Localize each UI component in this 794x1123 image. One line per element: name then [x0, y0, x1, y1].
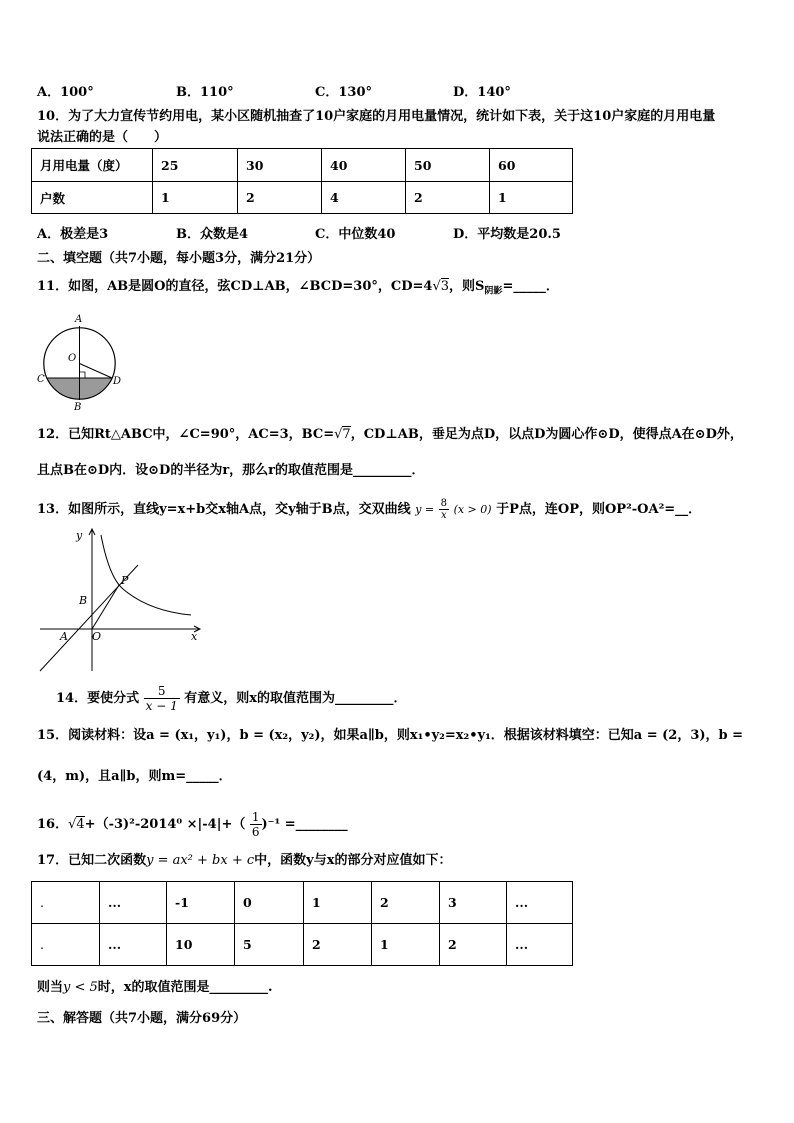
- q13-text-post: 于P点，连OP，则OP²-OA²=__．: [496, 502, 702, 517]
- segment-od: [80, 364, 113, 379]
- q17-answer-cond: y < 5: [63, 980, 98, 995]
- q11-text-pre: 11．如图，AB是圆O的直径，弦CD⊥AB，∠BCD=30°，CD=4: [37, 279, 433, 294]
- q17-cell: 5: [235, 924, 304, 966]
- q10-table: [31, 148, 573, 214]
- q17-cell: ...: [507, 924, 573, 966]
- q16-text-mid: +（-3)²-2014⁰ ×|-4|+（: [84, 817, 246, 832]
- q16-frac-num: 1: [251, 810, 260, 824]
- q10-stem-line2: 说法正确的是（ ）: [37, 130, 168, 145]
- q12-radicand: 7: [342, 427, 351, 442]
- q10-cell: 户数: [32, 182, 153, 214]
- q13-graph-figure: [37, 525, 203, 673]
- label-b: B: [74, 402, 82, 411]
- label-o: O: [68, 353, 77, 364]
- q10-cell: 月用电量（度）: [32, 149, 153, 182]
- q11-text-mid: ，则S: [449, 279, 485, 294]
- q12-text-pre: 12．已知Rt△ABC中，∠C=90°，AC=3，BC=: [37, 427, 335, 442]
- q17-cell: 2: [372, 882, 440, 924]
- label-x: x: [191, 630, 198, 643]
- q17-cell: 10: [167, 924, 235, 966]
- q11-text-post: =_____．: [502, 279, 559, 294]
- q10-option-d: D．平均数是20.5: [453, 227, 561, 242]
- q10-cell: 25: [153, 149, 238, 182]
- q17-table-row-y: [32, 924, 573, 966]
- q16-fraction: [250, 810, 262, 839]
- q16-stem: 16．√4+（-3)²-2014⁰ ×|-4|+（ $\frac{1}{6}$ )⁻¹ =________: [37, 810, 348, 839]
- hyperbola-curve: [101, 535, 191, 615]
- q10-cell: 50: [406, 149, 490, 182]
- q17-cell: 2: [304, 924, 372, 966]
- q14-frac-den: x − 1: [145, 699, 178, 713]
- label-b: B: [79, 594, 88, 607]
- q14-fraction: [144, 684, 180, 713]
- q17-cell: ...: [100, 882, 167, 924]
- q17-answer-pre: 则当: [37, 980, 64, 995]
- q16-radicand: 4: [76, 817, 85, 832]
- q10-option-b: B．众数是4: [176, 227, 249, 242]
- q14-frac-num: 5: [144, 684, 180, 699]
- q9-option-c: C．130°: [315, 85, 372, 100]
- q17-formula: y = ax² + bx + c: [146, 853, 255, 868]
- q9-option-d: D．140°: [453, 85, 511, 100]
- q13-fraction: [439, 498, 449, 521]
- q10-cell: 2: [238, 182, 322, 214]
- q17-cell: 1: [304, 882, 372, 924]
- q16-text-post: )⁻¹ =________: [261, 817, 348, 832]
- q10-cell: 60: [490, 149, 573, 182]
- q15-stem-line1: 15．阅读材料：设a = (x₁，y₁)，b = (x₂，y₂)，如果a∥b，则x₁•y₂=x₂•y₁．根据该材料填空：已知a = (2，3)，b =: [37, 728, 744, 743]
- q9-option-b: B．110°: [176, 85, 234, 100]
- q13-formula-y: y =: [415, 503, 435, 516]
- q10-cell: 4: [322, 182, 406, 214]
- label-d: D: [113, 376, 122, 387]
- label-y: y: [76, 529, 83, 542]
- q17-cell: .: [32, 924, 100, 966]
- q10-option-c: C．中位数40: [315, 227, 396, 242]
- q17-cell: 3: [440, 882, 507, 924]
- section-2-heading: 二、填空题（共7小题，每小题3分，满分21分）: [37, 251, 321, 266]
- label-p: P: [121, 574, 129, 587]
- q14-stem: [56, 684, 407, 713]
- label-a: A: [75, 314, 83, 325]
- q10-cell: 1: [490, 182, 573, 214]
- q15-stem-line2: (4，m)，且a∥b，则m=_____．: [37, 769, 232, 784]
- q11-circle-figure: [36, 311, 126, 411]
- q10-cell: 30: [238, 149, 322, 182]
- q14-text-pre: 14．要使分式: [56, 691, 140, 706]
- q17-table: [31, 881, 573, 966]
- q17-cell: 2: [440, 924, 507, 966]
- q17-cell: ...: [507, 882, 573, 924]
- q10-cell: 2: [406, 182, 490, 214]
- q17-cell: .: [32, 882, 100, 924]
- q10-cell: 1: [153, 182, 238, 214]
- q16-frac-den: 6: [251, 825, 260, 839]
- q10-table-row: [32, 182, 573, 214]
- q12-stem-line1: 12．已知Rt△ABC中，∠C=90°，AC=3，BC=√7，CD⊥AB，垂足为点D，以点D为圆心作⊙D，使得点A在⊙D外，: [37, 427, 743, 442]
- label-o: O: [92, 630, 102, 643]
- q11-stem: 11．如图，AB是圆O的直径，弦CD⊥AB，∠BCD=30°，CD=4√3，则$S_{阴影}=\_\_\_\_\_$．: [37, 279, 559, 297]
- q17-answer-post: 时，x的取值范围是_________.: [97, 980, 273, 995]
- q17-cell: -1: [167, 882, 235, 924]
- q17-stem: [37, 852, 451, 870]
- q17-table-row-x: [32, 882, 573, 924]
- q12-stem-line2: 且点B在⊙D内．设⊙D的半径为r，那么r的取值范围是_________．: [37, 463, 425, 478]
- q13-stem: [37, 498, 701, 521]
- label-a: A: [60, 630, 68, 643]
- segment-op: [92, 585, 119, 629]
- q17-cell: 1: [372, 924, 440, 966]
- q13-condition: (x > 0): [453, 503, 492, 516]
- right-angle-mark: [80, 372, 86, 378]
- q16-text-pre: 16．: [37, 817, 69, 832]
- q10-stem-line1: 10．为了大力宣传节约用电，某小区随机抽查了10户家庭的月用电量情况，统计如下表，关于这10户家庭的月用电量: [37, 109, 716, 124]
- q17-cell: ...: [100, 924, 167, 966]
- q9-option-a: A．100°: [37, 85, 94, 100]
- q12-text-post: ，CD⊥AB，垂足为点D，以点D为圆心作⊙D，使得点A在⊙D外，: [350, 427, 743, 442]
- q17-text-post: 中，函数y与x的部分对应值如下：: [254, 853, 452, 868]
- q17-text-pre: 17．已知二次函数: [37, 853, 147, 868]
- q11-subscript: 阴影: [484, 286, 503, 297]
- q10-option-a: A．极差是3: [37, 227, 109, 242]
- q17-answer-line: [37, 979, 273, 997]
- q17-cell: 0: [235, 882, 304, 924]
- q10-table-header-row: [32, 149, 573, 182]
- q11-radicand: 3: [440, 279, 450, 294]
- q14-text-post: 有意义，则x的取值范围为_________．: [184, 691, 407, 706]
- q13-text-pre: 13．如图所示，直线y=x+b交x轴A点，交y轴于B点，交双曲线: [37, 502, 411, 517]
- q13-frac-num: 8: [440, 498, 448, 509]
- section-3-heading: 三、解答题（共7小题，满分69分）: [37, 1011, 247, 1026]
- q10-cell: 40: [322, 149, 406, 182]
- label-c: C: [37, 374, 45, 385]
- q13-frac-den: x: [441, 510, 447, 521]
